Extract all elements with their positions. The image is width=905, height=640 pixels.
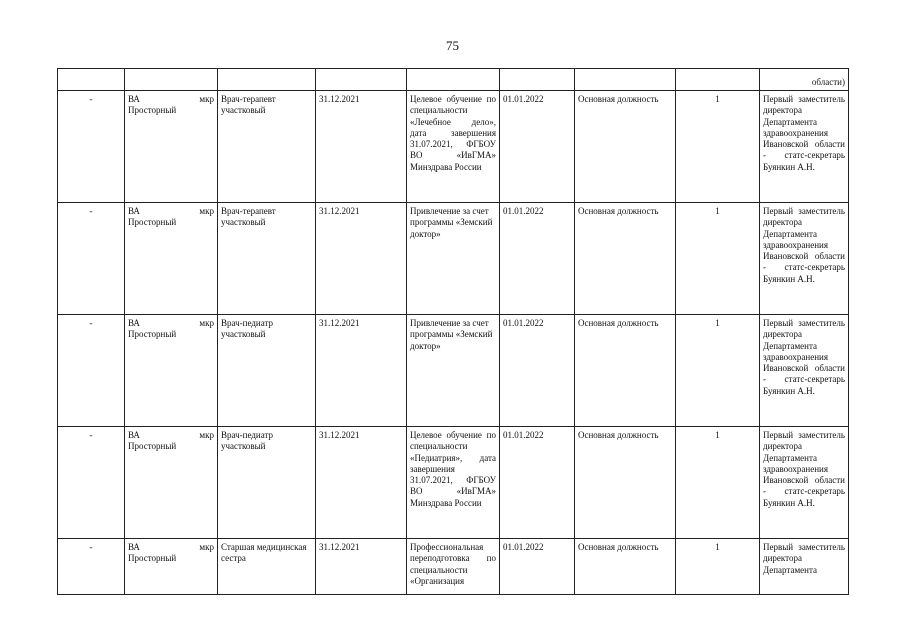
table-row — [58, 315, 849, 427]
basis-cell: Привлечение за счет программы «Земский доктор» — [407, 203, 500, 315]
basis-cell: Профессиональная переподготовка по специальности «Организация — [407, 539, 500, 595]
date-cell: 31.12.2021 — [316, 539, 407, 595]
count-cell: 1 — [676, 315, 760, 427]
position-cell: Врач-педиатр участковый — [218, 315, 316, 427]
address-cell: ВА мкр Просторный — [125, 427, 218, 539]
count-cell: 1 — [676, 203, 760, 315]
signatory-cell: Первый заместитель директора Департамента здравоохранения Ивановской области - статс-секретарь Буянкин А.Н. — [760, 427, 849, 539]
row-marker: - — [58, 203, 125, 315]
row-marker: - — [58, 427, 125, 539]
row-marker: - — [58, 539, 125, 595]
table-row — [58, 539, 849, 595]
signatory-cell: Первый заместитель директора Департамента — [760, 539, 849, 595]
job-type-cell: Основная должность — [575, 539, 676, 595]
address-cell: ВА мкр Просторный — [125, 315, 218, 427]
date-cell: 31.12.2021 — [316, 203, 407, 315]
staffing-table — [57, 68, 849, 595]
date-cell: 31.12.2021 — [316, 91, 407, 203]
basis-cell: Целевое обучение по специальности «Педиатрия», дата завершения 31.07.2021, ФГБОУ ВО «ИвГМА» Минздрава России — [407, 427, 500, 539]
position-cell: Старшая медицинская сестра — [218, 539, 316, 595]
address-cell: ВА мкр Просторный — [125, 203, 218, 315]
row-marker: - — [58, 315, 125, 427]
start-date-cell: 01.01.2022 — [500, 539, 575, 595]
start-date-cell: 01.01.2022 — [500, 203, 575, 315]
signatory-cell: Первый заместитель директора Департамента здравоохранения Ивановской области - статс-секретарь Буянкин А.Н. — [760, 315, 849, 427]
date-cell: 31.12.2021 — [316, 427, 407, 539]
job-type-cell: Основная должность — [575, 427, 676, 539]
job-type-cell: Основная должность — [575, 91, 676, 203]
page-number: 75 — [446, 38, 459, 53]
position-cell: Врач-терапевт участковый — [218, 203, 316, 315]
basis-cell: Целевое обучение по специальности «Лечебное дело», дата завершения 31.07.2021, ФГБОУ ВО «ИвГМА» Минздрава России — [407, 91, 500, 203]
count-cell: 1 — [676, 427, 760, 539]
start-date-cell: 01.01.2022 — [500, 91, 575, 203]
position-cell: Врач-педиатр участковый — [218, 427, 316, 539]
job-type-cell: Основная должность — [575, 315, 676, 427]
signatory-cell: Первый заместитель директора Департамента здравоохранения Ивановской области - статс-секретарь Буянкин А.Н. — [760, 203, 849, 315]
basis-cell: Привлечение за счет программы «Земский доктор» — [407, 315, 500, 427]
signatory-cell: Первый заместитель директора Департамента здравоохранения Ивановской области - статс-секретарь Буянкин А.Н. — [760, 91, 849, 203]
start-date-cell: 01.01.2022 — [500, 427, 575, 539]
count-cell: 1 — [676, 91, 760, 203]
address-cell: ВА мкр Просторный — [125, 91, 218, 203]
table-row — [58, 203, 849, 315]
table-row — [58, 427, 849, 539]
address-cell: ВА мкр Просторный — [125, 539, 218, 595]
start-date-cell: 01.01.2022 — [500, 315, 575, 427]
continuation-text: области) — [760, 69, 849, 91]
job-type-cell: Основная должность — [575, 203, 676, 315]
position-cell: Врач-терапевт участковый — [218, 91, 316, 203]
count-cell: 1 — [676, 539, 760, 595]
header-continuation-row — [58, 69, 849, 91]
table-row — [58, 91, 849, 203]
date-cell: 31.12.2021 — [316, 315, 407, 427]
row-marker: - — [58, 91, 125, 203]
